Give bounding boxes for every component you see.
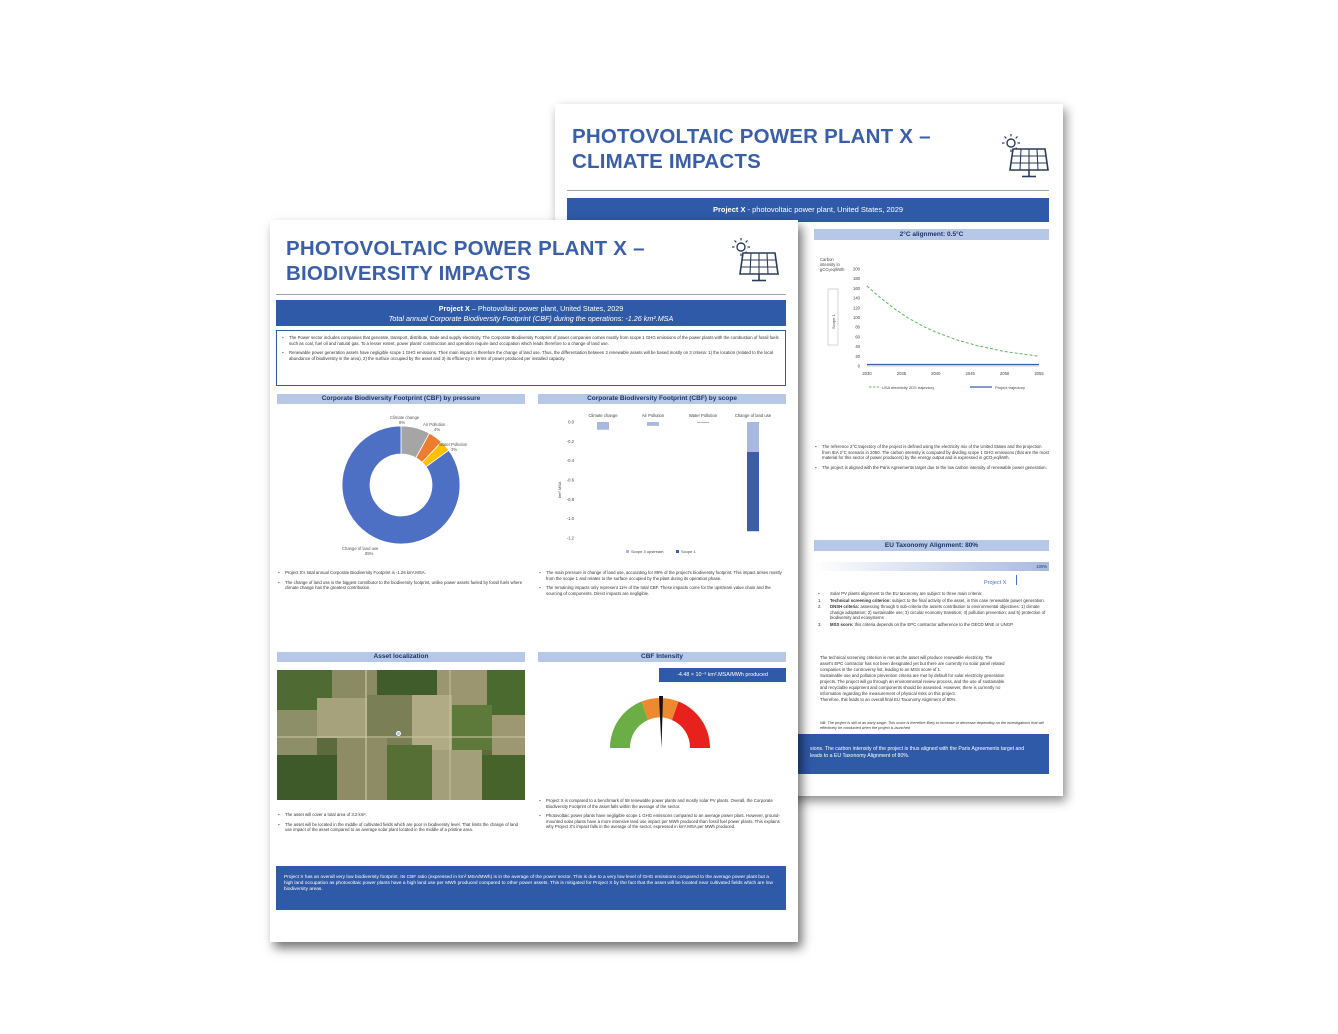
donut-value-water: 3% [451,447,458,452]
intro-bullets [281,335,781,365]
title-rule [567,190,1049,191]
asset-bullets [277,812,525,837]
y-tick-label: 20 [855,353,860,359]
chart-ylabel-3: gCO₂eq/kWh [820,267,845,272]
criterion-number: 3. [818,621,822,627]
category-label: Air Pollution [641,413,665,418]
asset-bullet: ▪ The asset will cover a total area of 3.2 km². [277,812,525,818]
scope-header: Corporate Biodiversity Footprint (CBF) by scope [538,394,786,404]
alignment-bullets [814,444,1049,474]
intensity-bullet: ▪ Project X is compared to a benchmark of 58 renewable power plants and mostly solar PV plants. Overall, the Corporate Biodiversity Footprint of the asset falls within the average of the sector. [538,798,786,809]
paragraph-line: Therefore, this leads to an overall final EU Taxonomy Alignment of 80%. [820,697,957,702]
gauge-green-segment [610,702,648,749]
legend-scope3-label: Scope 3 upstream [631,549,664,554]
y-tick-label: -1.2 [566,535,574,541]
bar-land-use-scope1 [747,452,759,531]
y-tick-label: 0.0 [568,419,574,425]
legend-project-label: Project trajectory [995,385,1026,390]
paragraph-line: projects. The project will go through an environmental review process, and the use of sustainable [820,679,1005,684]
y-tick-label: -1.0 [566,516,574,522]
alignment-bullet: ▪ The project is aligned with the Paris Agreements target due to the low carbon intensity of renewable power generation. [814,465,1049,471]
donut-value-land: 85% [365,551,374,556]
chart-ylabel-1: Carbon [820,257,834,262]
taxonomy-marker [1016,575,1017,585]
legend-scope1-label: Scope 1 [681,549,696,554]
taxonomy-criteria [818,591,1046,628]
alignment-header: 2°C alignment: 0.5°C [814,229,1049,240]
y-tick-label: -0.4 [566,458,574,464]
banner-cbf-total: Total annual Corporate Biodiversity Footprint (CBF) during the operations: -1.26 km².MSA [388,313,674,323]
solar-panel-icon [731,236,779,284]
y-tick-label: 160 [853,285,860,291]
x-tick-label: 2050 [999,371,1010,376]
biodiversity-impacts-page [270,220,798,942]
title-rule [276,294,786,295]
title-line-2: BIODIVERSITY IMPACTS [286,262,531,285]
pressure-bullet: ▪ Project X's total annual Corporate Biodiversity Footprint is -1.26 km².MSA. [277,570,525,576]
intensity-bullets [538,798,786,834]
usa-2ds-trajectory-line [867,286,1039,356]
donut-value-air: 4% [434,427,441,432]
taxonomy-bar [814,562,1049,571]
taxonomy-bar-label: Project X [984,580,1007,586]
criterion-name: MSS score: [830,621,854,627]
x-tick-label: 2030 [862,371,872,376]
title-line-2: CLIMATE IMPACTS [572,150,762,173]
project-banner [276,300,786,326]
scope-side-label: Scope 1 [831,314,836,329]
climate-page-title [572,124,931,174]
bar-air-pollution-scope3 [647,422,659,426]
title-line-1: PHOTOVOLTAIC POWER PLANT X – [572,125,931,148]
carbon-intensity-chart [814,244,1049,399]
asset-header: Asset localization [277,652,525,662]
banner-project-name: Project X [712,205,746,214]
legend-scope3-swatch [626,550,629,553]
pressure-bullet: ▪ The change of land use is the biggest contributor to the biodiversity footprint, unlike power assets fueled by fossil fuels where climate change has the greatest contribution. [277,580,525,591]
title-line-1: PHOTOVOLTAIC POWER PLANT X – [286,237,645,260]
x-tick-label: 2045 [965,371,975,376]
satellite-map [277,670,525,800]
y-tick-label: 200 [853,266,860,272]
paragraph-line: information regarding the measurement of physical risks on this project. [820,691,956,696]
bar-climate-change-scope3 [597,422,609,430]
criterion-number: 2. [818,604,822,609]
y-tick-label: -0.2 [566,438,574,444]
cbf-intensity-gauge [600,688,720,768]
banner-project-desc: – Photovoltaic power plant, United States, 2029 [469,304,624,313]
conclusion-line-1: sions. The carbon intensity of the project is thus aligned with the Paris Agreements target and [810,746,1025,752]
paragraph-line: and recyclable equipment and components should be assessed. However, there is currently no [820,685,1001,690]
intro-bullet: ▪ Renewable power generation assets have negligible scope 1 GHG emissions. Their main impact is therefore the change of land use. Thus, the differentiation between 2 renewable assets will be based mostly on 3 criteria: 1) the location (related to the local abundance of biodiversity in the area), 2) the surface occupied by the asset and 3) its efficiency in terms of power produced per installed capacity. [281,350,781,361]
x-tick-label: 2040 [931,371,941,376]
intensity-bullet: ▪ Photovoltaic power plants have negligible scope 1 GHG emissions compared to an average power plant. However, ground-mounted solar plants have a more intensive land use impact per MWh produced than fossil fuel power plants. This explains why Project X's impact falls in the average of the sector, expressed in km².MSA per MWh produced. [538,813,786,830]
banner-project-desc: - photovoltaic power plant, United States, 2029 [745,205,904,214]
criterion-item [818,622,1046,628]
biodiversity-conclusion: Project X has an overall very low biodiversity footprint. Its CBF ratio (expressed in km².MSA/MWh) is in the average of the power sector. This is due to a very low level of GHG emissions compared to the average power plant but a high land occupation as photovoltaic power plants have a high land use per MWh produced compared to other power assets. This is mitigated for Project X by the fact that the asset will be located near cultivated fields which are low biodiversity areas. [276,866,786,910]
legend-usa-label: USA electricity 2DS trajectory [882,385,935,390]
pressure-header: Corporate Biodiversity Footprint (CBF) by pressure [277,394,525,404]
alignment-bullet: ▪ The reference 2°C trajectory of the project is defined using the electricity mix of the United States and the projection from IEA 2°C scenario in 2050. The carbon intensity is computed by dividing scope 1 GHG emissions (that are the most material for this sector of power producers) by the energy output and is expressed in gCO₂eq/kWh. [814,444,1049,461]
conclusion-line-2: leads to a EU Taxonomy Alignment of 80%. [810,753,910,759]
category-label: Water Pollution [688,413,718,418]
y-tick-label: 120 [853,305,860,311]
x-tick-label: 2055 [1034,371,1044,376]
category-label: Climate change [588,413,618,418]
solar-panel-icon [1001,132,1049,180]
banner-project-name: Project X [438,304,470,313]
intensity-header: CBF Intensity [538,652,786,662]
asset-location-marker [396,731,401,736]
pressure-bullets [277,570,525,595]
taxonomy-intro-text: Solar PV plants alignment to the EU taxonomy are subject to three main criteria: [830,591,983,596]
bar-water-pollution-scope3 [697,422,709,423]
cbf-pressure-donut [277,410,525,560]
criterion-text: subject to the final activity of the asset, in this case renewable power generation. [890,597,1045,603]
y-tick-label: -0.6 [566,477,574,483]
biodiversity-page-title [286,236,645,286]
y-tick-label: -0.8 [566,496,574,502]
taxonomy-header: EU Taxonomy Alignment: 80% [814,540,1049,551]
intensity-value-box: -4.48 × 10⁻³ km².MSA/MWh produced [659,668,786,682]
donut-value-climate: 8% [399,420,406,425]
chart-ylabel-2: intensity in [820,262,840,267]
legend-scope1-swatch [676,550,679,553]
donut-label-water: Water Pollution [439,442,468,447]
intro-box [276,330,786,386]
y-tick-label: 60 [855,334,860,340]
criterion-item [818,604,1046,621]
bar-land-use-scope3 [747,422,759,452]
paragraph-line: companies in the controversy list, leading to an MSS score of 1. [820,667,942,672]
y-tick-label: 80 [855,324,860,330]
scope-axis-label: km².MSA [557,481,562,498]
taxonomy-paragraph [820,655,1048,703]
gauge-needle [659,696,663,748]
y-tick-label: 180 [853,276,860,282]
gauge-red-segment [672,702,710,749]
criterion-text: assessing through 5 sub-criteria the assets contribution to environmental objectives: 1) climate change adaptation; 2) sustainable use; 3) circular economy transition; 4) pollution prevention; and 5) protection of biodiversity and ecosystems [830,604,1046,620]
criterion-name: DNSH criteria: [830,604,860,609]
scope-bullet: ▪ The main pressure is change of land use, accounting for 89% of the project's biodiversity footprint. This impact arises mostly from the scope 1 and relates to the surface occupied by the plant during its operation phase. [538,570,786,581]
scope-bullet: ▪ The remaining impacts only represent 11% of the total CBF. These impacts come for the upstream value chain and the sourcing of components. Direct impacts are negligible. [538,585,786,596]
criterion-text: this criteria depends on the EPC contractor adherence to the OECD MNE or UNGP [853,621,1013,627]
taxonomy-note: NB: The project is still at an early stage. This score is therefore likely to increase or decrease depending on the investigations that will effectively be conducted when the project is launched [820,721,1044,730]
taxonomy-bar-value: 100% [1036,564,1047,569]
criterion-item [818,598,1046,604]
asset-bullet: ▪ The asset will be located in the middle of cultivated fields which are poor in biodiversity level. That limits the change of land use impact of the asset compared to an average solar plant located in the middle of a pristine area. [277,822,525,833]
paragraph-line: The technical screening criterion is met as the asset will produce renewable electricity. The [820,655,993,660]
cbf-scope-bar-chart [538,408,786,558]
donut-label-air: Air Pollution [423,422,446,427]
scope-bullets [538,570,786,600]
y-tick-label: 0 [857,363,860,369]
intro-bullet: ▪ The Power sector includes companies that generate, transport, distribute, trade and supply electricity. The Corporate Biodiversity Footprint of power companies comes mostly from scope 1 GHG emissions of the power plants with the combustion of fossil fuels such as coal, fuel oil and natural gas. To a lesser extent, power plants' construction and operation require land occupation which leads therefore to a change of land use. [281,335,781,346]
x-tick-label: 2035 [896,371,907,376]
paragraph-line: Sustainable use and pollution prevention criteria are met by default for solar electricity generation [820,673,1005,678]
category-label: Change of land use [734,413,772,418]
donut-label-land: Change of land use [342,546,379,551]
taxonomy-intro [818,591,1046,597]
criterion-number: 1. [818,597,822,603]
y-tick-label: 100 [853,315,860,320]
donut-label-climate: Climate change [390,415,420,420]
banner-line-1 [276,304,786,314]
y-tick-label: 40 [855,344,860,350]
y-tick-label: 140 [853,295,860,301]
paragraph-line: asset's EPC contractor has not been designated yet but there are currently no solar panel related [820,661,1005,666]
criterion-name: Technical screening criterion: [830,597,891,603]
project-banner [567,198,1049,222]
